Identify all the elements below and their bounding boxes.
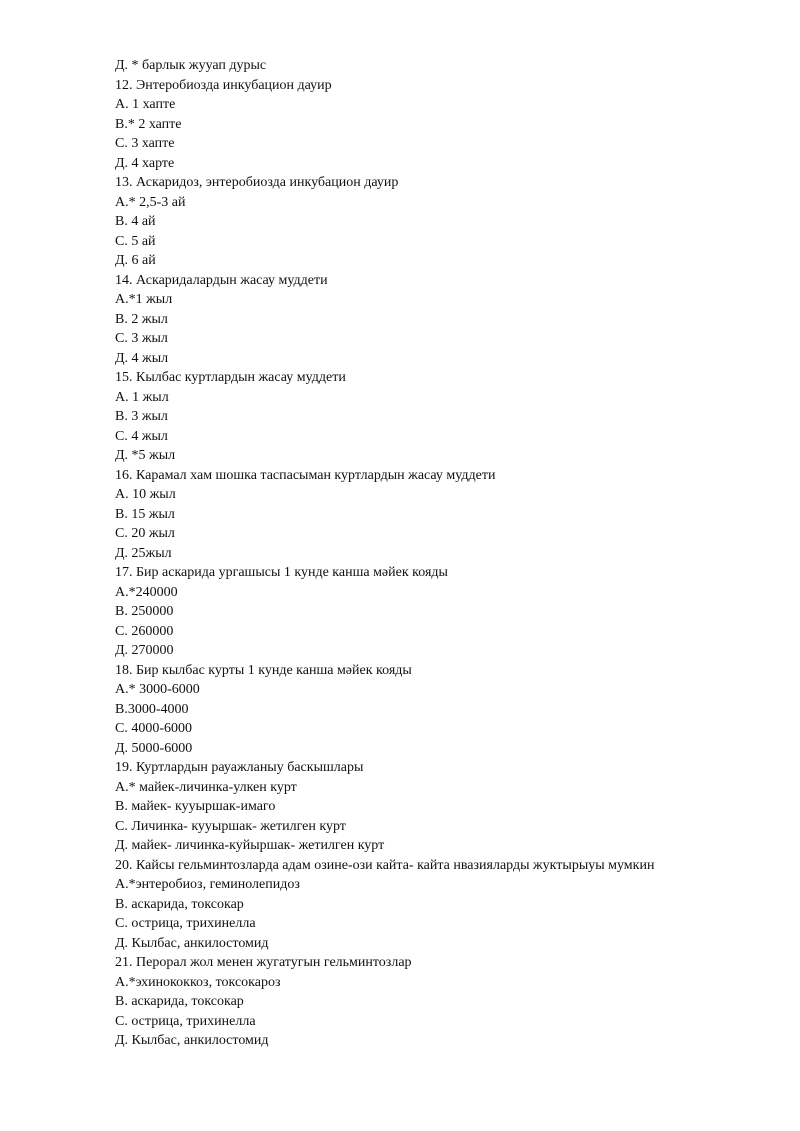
answer-option: В. 15 жыл <box>115 506 175 522</box>
answer-option: С. острица, трихинелла <box>115 916 256 931</box>
answer-option: Д. 4 жыл <box>115 350 169 366</box>
answer-option: А.* майек-личинка-улкен курт <box>115 779 297 795</box>
answer-option: В. майек- кууыршак-имаго <box>115 799 276 814</box>
question-18: 18. Бир кылбас курты 1 кунде канша мәйек кояды <box>115 662 412 678</box>
answer-option: Д. 5000-6000 <box>115 740 193 756</box>
answer-option: А.* 3000-6000 <box>115 682 200 697</box>
question-20: 20. Кайсы гельминтозларда адам озине-ози кайта- кайта нвазияларды жуктырыуы мумкин <box>115 857 655 873</box>
answer-option: А.*240000 <box>115 584 178 600</box>
answer-option: С. 3 жыл <box>115 331 168 346</box>
question-15: 15. Кылбас куртлардын жасау муддети <box>115 370 346 385</box>
answer-option: В. 4 ай <box>115 214 156 229</box>
question-19: 19. Куртлардын рауажланыу баскышлары <box>115 760 364 775</box>
question-13: 13. Аскаридоз, энтеробиозда инкубацион дауир <box>115 175 399 190</box>
question-21: 21. Перорал жол менен жугатугын гельминтозлар <box>115 955 412 970</box>
answer-option: С. 5 ай <box>115 233 156 249</box>
answer-option: А. 1 жыл <box>115 389 169 405</box>
answer-option: Д. Кылбас, анкилостомид <box>115 935 269 951</box>
answer-option: А.*энтеробиоз, геминолепидоз <box>115 877 300 892</box>
answer-option: С. 4 жыл <box>115 428 168 444</box>
answer-option: Д. * барлык жууап дурыс <box>115 58 267 73</box>
answer-option: Д. майек- личинка-куйыршак- жетилген курт <box>115 838 385 853</box>
answer-option: В.* 2 хапте <box>115 116 182 132</box>
answer-option: С. острица, трихинелла <box>115 1013 256 1029</box>
answer-option: А.* 2,5-3 ай <box>115 194 186 210</box>
answer-option: В.3000-4000 <box>115 701 189 717</box>
answer-option: А. 10 жыл <box>115 487 176 502</box>
answer-option: Д. 25жыл <box>115 545 172 561</box>
answer-option: В. 2 жыл <box>115 311 168 327</box>
answer-option: С. 3 хапте <box>115 136 175 151</box>
answer-option: А.*1 жыл <box>115 292 173 307</box>
question-14: 14. Аскаридалардын жасау муддети <box>115 272 328 288</box>
question-12: 12. Энтеробиозда инкубацион дауир <box>115 77 332 93</box>
answer-option: С. 20 жыл <box>115 526 175 541</box>
answer-option: С. 260000 <box>115 623 174 639</box>
document-page <box>115 56 765 1051</box>
answer-option: В. 250000 <box>115 604 174 619</box>
answer-option: А. 1 хапте <box>115 97 176 112</box>
answer-option: Д. 4 харте <box>115 155 175 171</box>
answer-option: Д. 270000 <box>115 643 174 658</box>
answer-option: Д. Кылбас, анкилостомид <box>115 1033 269 1048</box>
answer-option: Д. 6 ай <box>115 253 156 268</box>
answer-option: С. 4000-6000 <box>115 721 192 736</box>
question-16: 16. Карамал хам шошка таспасыман куртлардын жасау муддети <box>115 467 496 483</box>
answer-option: В. аскарида, токсокар <box>115 994 244 1009</box>
answer-option: В. аскарида, токсокар <box>115 896 244 912</box>
answer-option: Д. *5 жыл <box>115 448 176 463</box>
answer-option: С. Личинка- кууыршак- жетилген курт <box>115 818 346 834</box>
answer-option: А.*эхинококкоз, токсокароз <box>115 974 281 990</box>
answer-option: В. 3 жыл <box>115 409 168 424</box>
question-17: 17. Бир аскарида ургашысы 1 кунде канша мәйек кояды <box>115 565 448 580</box>
